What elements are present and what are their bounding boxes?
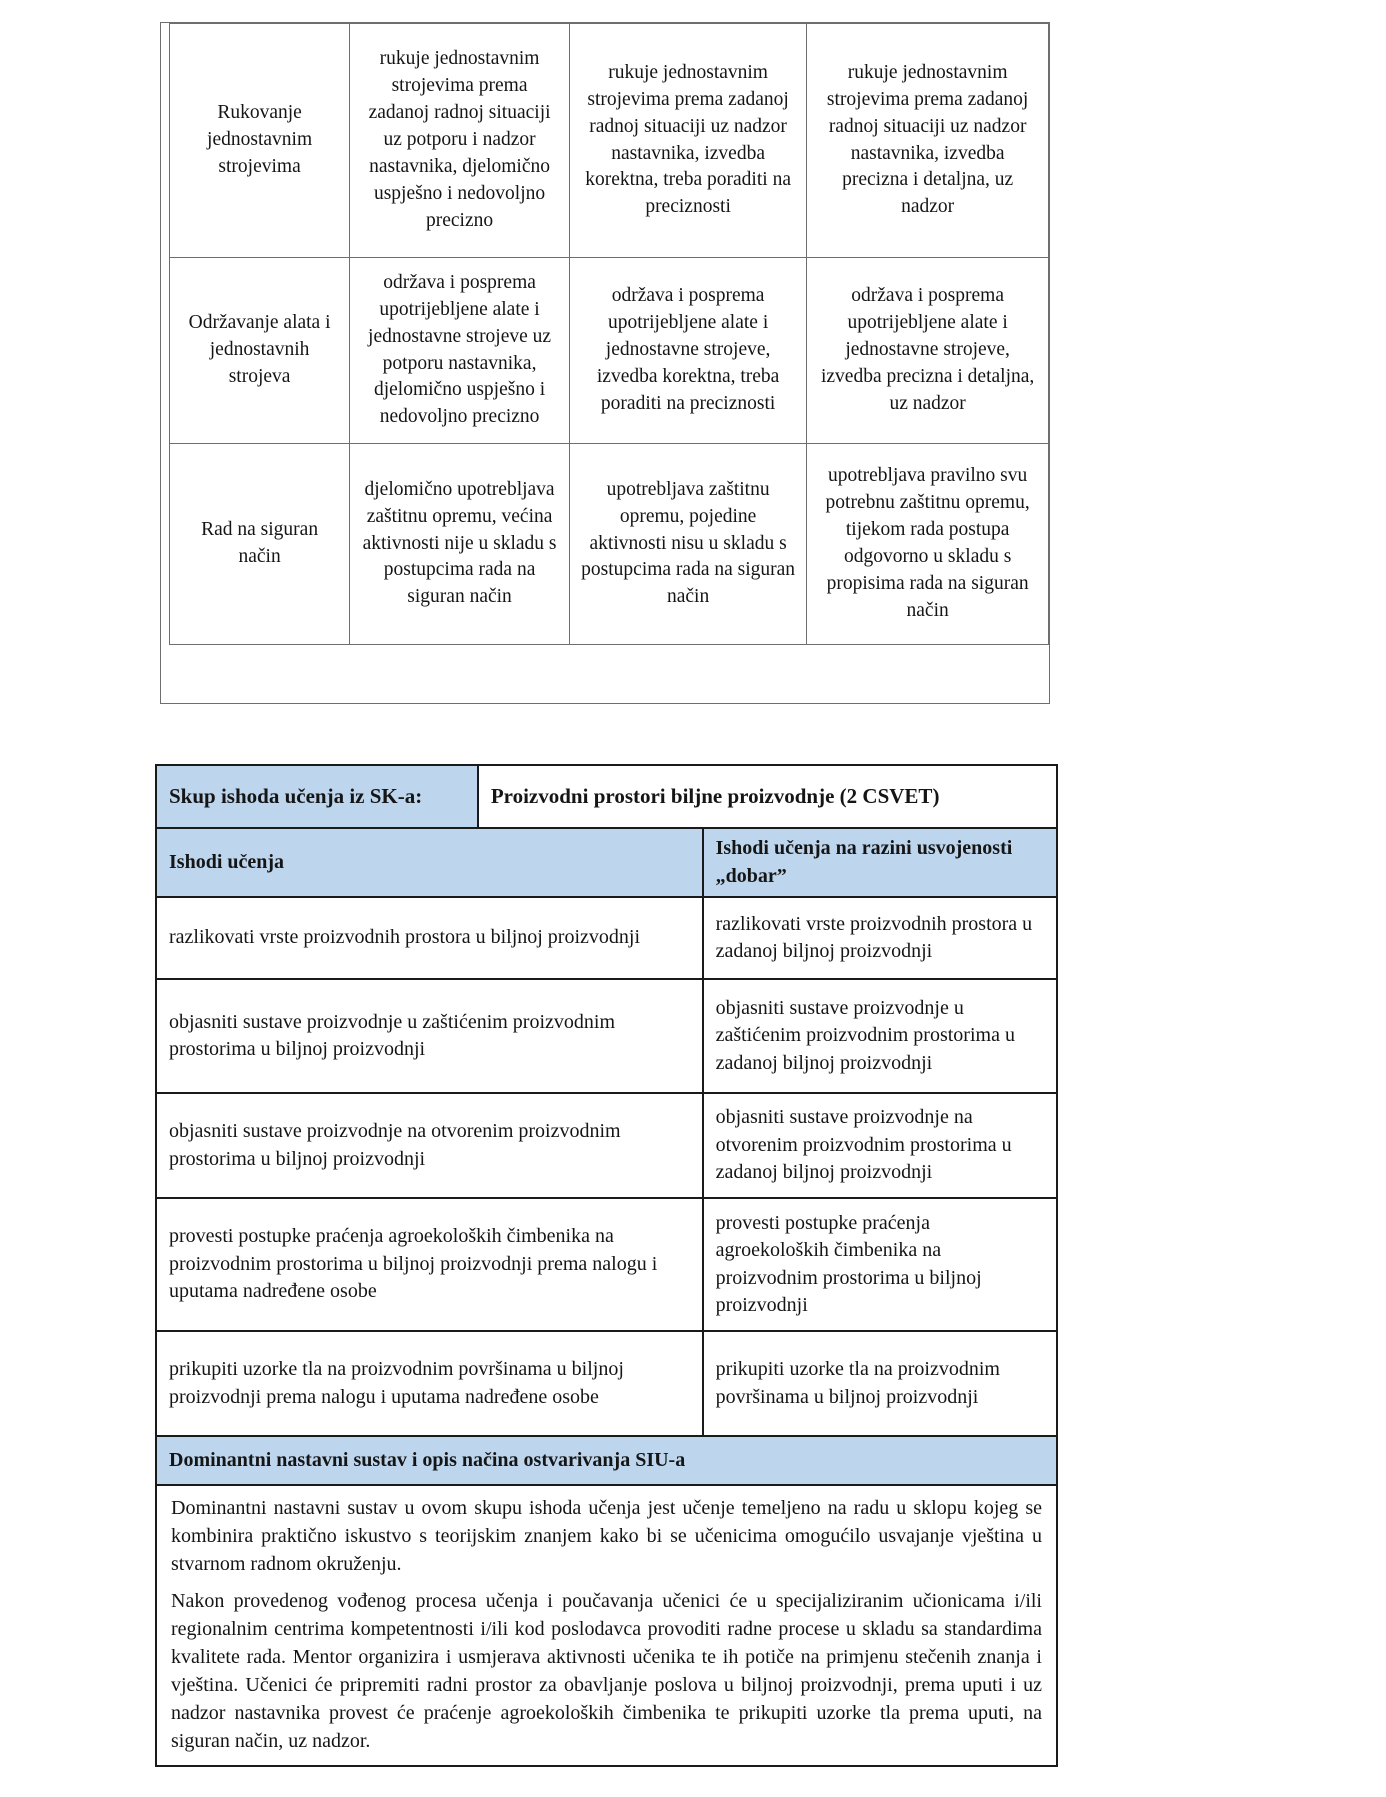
- rubric-table-container: [160, 22, 1050, 704]
- table-row: [157, 898, 1056, 980]
- outcome-cell: objasniti sustave proizvodnje u zaštićenim proizvodnim prostorima u biljnoj proizvodnji: [157, 980, 704, 1092]
- system-header: Dominantni nastavni sustav i opis načina ostvarivanja SIU-a: [157, 1437, 1056, 1484]
- rubric-level-insufficient-cell: rukuje jednostavnim strojevima prema zadanoj radnoj situaciji uz potporu i nadzor nastavnika, djelomično uspješno i nedovoljno precizno: [350, 24, 570, 258]
- table-row: [170, 24, 1049, 258]
- table-row: [170, 444, 1049, 645]
- outcome-cell: razlikovati vrste proizvodnih prostora u biljnoj proizvodnji: [157, 898, 704, 978]
- system-paragraph: Dominantni nastavni sustav u ovom skupu ishoda učenja jest učenje temeljeno na radu u sklopu kojeg se kombinira praktično iskustvo s teorijskim znanjem kako bi se učenicima omogućilo usvajanje vještina u stvarnom radnom okruženju.: [171, 1497, 1042, 1576]
- outcomes-header-right: Ishodi učenja na razini usvojenosti „dobar”: [704, 829, 1056, 896]
- table-row: [157, 1199, 1056, 1332]
- table-row: [170, 258, 1049, 444]
- outcome-cell: provesti postupke praćenja agroekoloških čimbenika na proizvodnim prostorima u biljnoj proizvodnji prema nalogu i uputama nadređene osobe: [157, 1199, 704, 1330]
- outcome-good-level-cell: provesti postupke praćenja agroekoloških čimbenika na proizvodnim prostorima u biljnoj proizvodnji: [715, 1211, 982, 1317]
- rubric-level-good-cell: održava i posprema upotrijebljene alate i jednostavne strojeve, izvedba korektna, treba poraditi na preciznosti: [569, 258, 806, 444]
- rubric-level-insufficient-cell: održava i posprema upotrijebljene alate i jednostavne strojeve uz potporu nastavnika, djelomično uspješno i nedovoljno precizno: [350, 258, 570, 444]
- outcome-set-title: Proizvodni prostori biljne proizvodnje (2 CSVET): [490, 784, 940, 809]
- rubric-empty-row: [161, 645, 1049, 703]
- rubric-criterion-cell: Rad na siguran način: [170, 444, 350, 645]
- outcome-good-level-cell: razlikovati vrste proizvodnih prostora u zadanoj biljnoj proizvodnji: [715, 912, 1033, 963]
- outcomes-header-row: [157, 829, 1056, 898]
- rubric-table: [169, 23, 1049, 645]
- outcome-set-label: Skup ishoda učenja iz SK-a:: [157, 766, 479, 827]
- rubric-criterion-cell: Rukovanje jednostavnim strojevima: [170, 24, 350, 258]
- outcome-good-level-cell: prikupiti uzorke tla na proizvodnim površinama u biljnoj proizvodnji: [715, 1358, 1000, 1408]
- system-header-row: [157, 1437, 1056, 1486]
- table-row: [157, 1094, 1056, 1199]
- outcomes-header-left: Ishodi učenja: [157, 829, 704, 896]
- outcome-cell: prikupiti uzorke tla na proizvodnim površinama u biljnoj proizvodnji prema nalogu i uputama nadređene osobe: [157, 1332, 704, 1435]
- outcome-set-row: [157, 766, 1056, 829]
- table-row: [157, 980, 1056, 1094]
- outcomes-table: [155, 764, 1058, 1767]
- rubric-level-good-cell: rukuje jednostavnim strojevima prema zadanoj radnoj situaciji uz nadzor nastavnika, izvedba korektna, treba poraditi na preciznosti: [569, 24, 806, 258]
- rubric-level-excellent-cell: održava i posprema upotrijebljene alate i jednostavne strojeve, izvedba precizna i detaljna, uz nadzor: [807, 258, 1049, 444]
- outcome-good-level-cell: objasniti sustave proizvodnje na otvorenim proizvodnim prostorima u zadanoj biljnoj proizvodnji: [715, 1106, 1012, 1184]
- outcome-good-level-cell: objasniti sustave proizvodnje u zaštićenim proizvodnim prostorima u zadanoj biljnoj proizvodnji: [715, 996, 1015, 1074]
- system-description-row: [157, 1486, 1056, 1765]
- table-row: [157, 1332, 1056, 1437]
- rubric-criterion-cell: Održavanje alata i jednostavnih strojeva: [170, 258, 350, 444]
- rubric-level-excellent-cell: rukuje jednostavnim strojevima prema zadanoj radnoj situaciji uz nadzor nastavnika, izvedba precizna i detaljna, uz nadzor: [807, 24, 1049, 258]
- system-paragraph: Nakon provedenog vođenog procesa učenja i poučavanja učenici će u specijaliziranim učionicama i/ili regionalnim centrima kompetentnosti i/ili kod poslodavca provoditi radne procese u skladu sa standardima kvalitete rada. Mentor organizira i usmjerava aktivnosti učenika te ih potiče na primjenu stečenih znanja i vještina. Učenici će pripremiti radni prostor za obavljanje poslova u biljnoj proizvodnji, prema uputi i uz nadzor nastavnika provest će praćenje agroekoloških čimbenika te prikupiti uzorke tla prema uputi, na siguran način, uz nadzor.: [171, 1590, 1042, 1753]
- rubric-level-good-cell: upotrebljava zaštitnu opremu, pojedine aktivnosti nisu u skladu s postupcima rada na siguran način: [569, 444, 806, 645]
- outcome-cell: objasniti sustave proizvodnje na otvorenim proizvodnim prostorima u biljnoj proizvodnji: [157, 1094, 704, 1197]
- rubric-level-insufficient-cell: djelomično upotrebljava zaštitnu opremu, većina aktivnosti nije u skladu s postupcima rada na siguran način: [350, 444, 570, 645]
- rubric-level-excellent-cell: upotrebljava pravilno svu potrebnu zaštitnu opremu, tijekom rada postupa odgovorno u skladu s propisima rada na siguran način: [807, 444, 1049, 645]
